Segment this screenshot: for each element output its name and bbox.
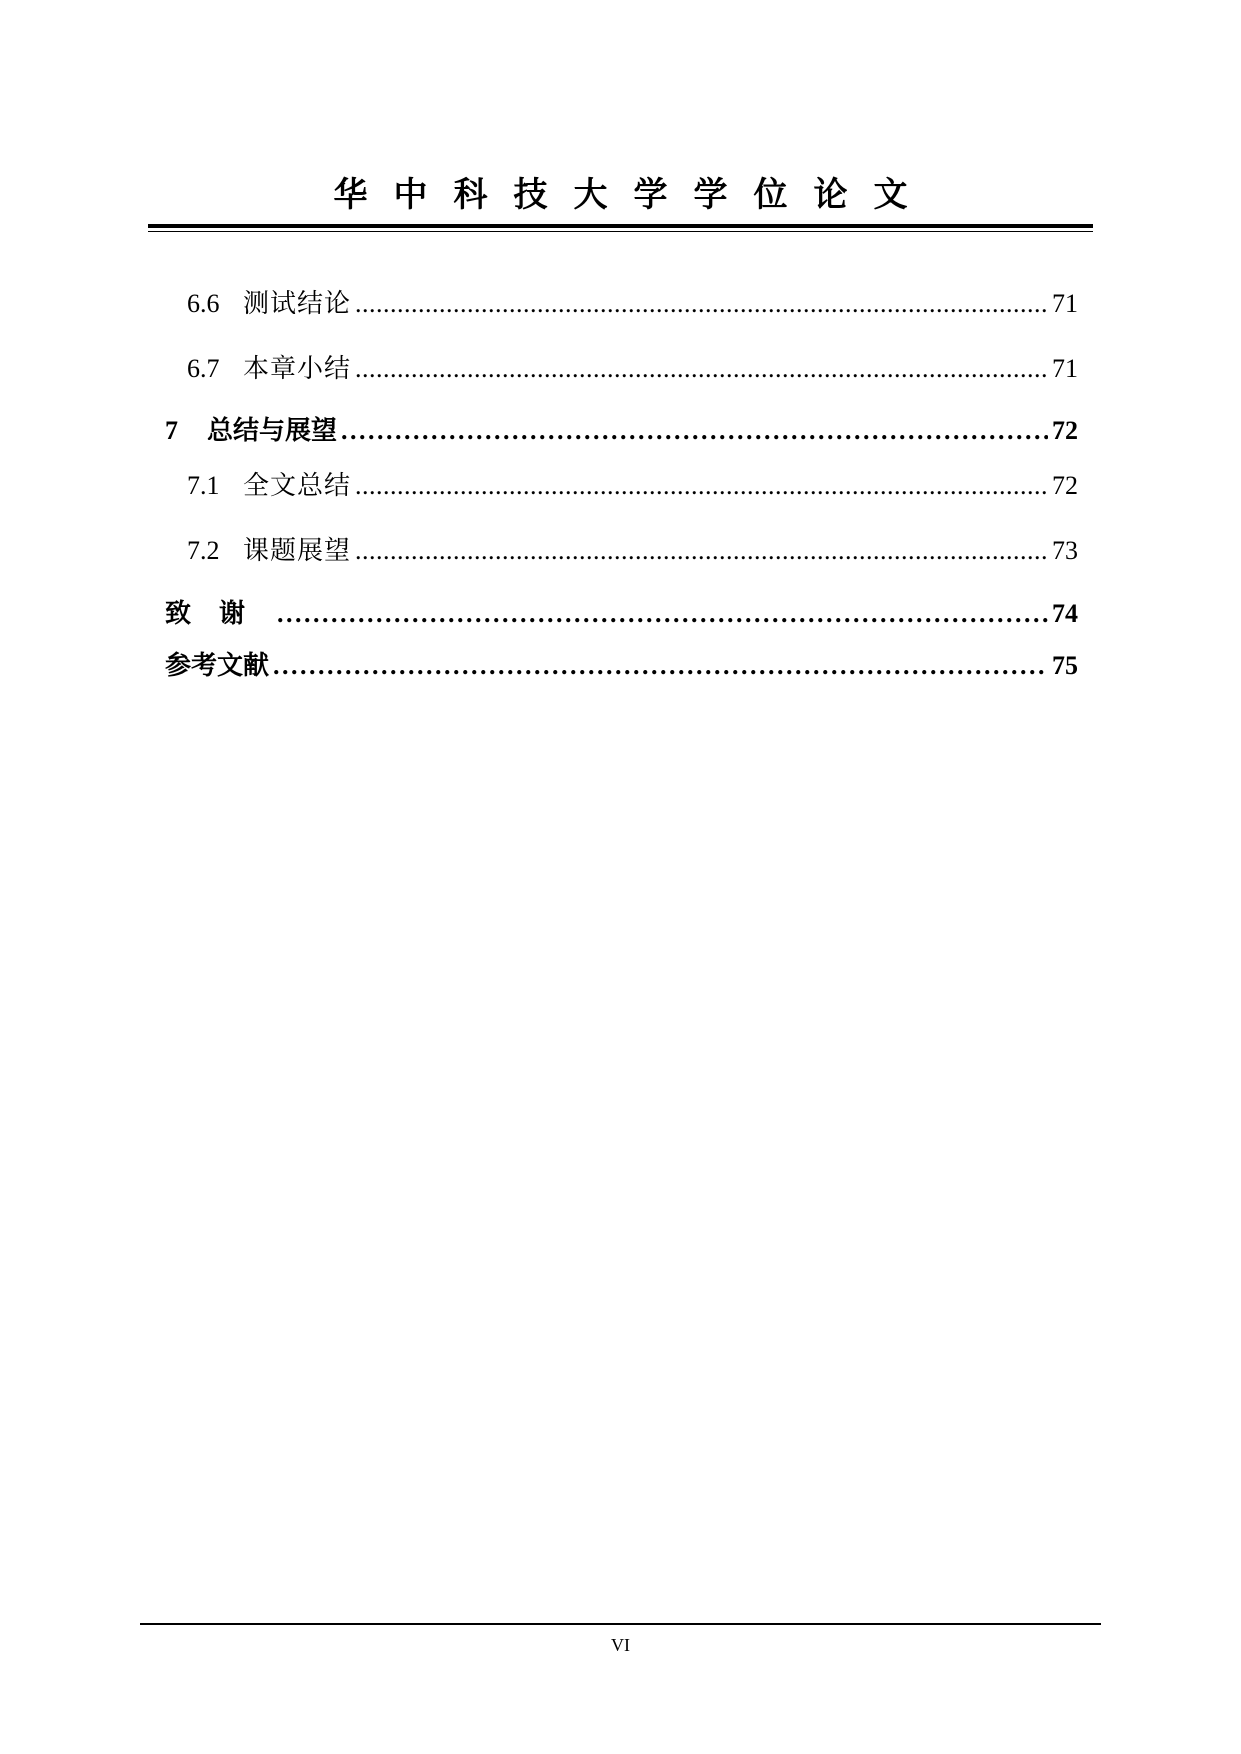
toc-entry-6-6[interactable] (165, 280, 1078, 320)
toc-entry-page: 75 (1052, 651, 1078, 680)
toc-entry-title: 致谢 (165, 599, 274, 629)
toc-entry-page: 71 (1052, 354, 1078, 383)
toc-entry-7-2[interactable] (165, 527, 1078, 567)
toc-dot-leader (273, 650, 1048, 682)
toc-entry-chapter-7[interactable] (165, 407, 1078, 447)
toc-entry-title: 全文总结 (243, 471, 352, 501)
toc-entry-acknowledgements[interactable] (165, 590, 1078, 630)
toc-entry-title: 本章小结 (243, 354, 352, 384)
toc-entry-title: 测试结论 (243, 289, 352, 319)
toc-entry-number: 7.2 (187, 536, 220, 565)
toc-entry-7-1[interactable] (165, 462, 1078, 502)
toc-entry-page: 72 (1052, 471, 1078, 500)
header-rule-thick (148, 224, 1093, 228)
page-number: VI (611, 1635, 630, 1655)
toc-entry-page: 73 (1052, 536, 1078, 565)
toc-entry-page: 71 (1052, 289, 1078, 318)
toc-entry-number: 6.7 (187, 354, 220, 383)
page-header-title: 华中科技大学学位论文 (333, 175, 934, 215)
toc-entry-number: 6.6 (187, 289, 220, 318)
header-rule-thin (148, 231, 1093, 232)
toc-entry-references[interactable] (165, 642, 1078, 682)
toc-entry-6-7[interactable] (165, 345, 1078, 385)
footer-rule (140, 1623, 1101, 1625)
toc-dot-leader (277, 598, 1048, 630)
toc-entry-number: 7 (165, 416, 178, 445)
toc-entry-title: 总结与展望 (207, 416, 338, 446)
toc-entry-page: 74 (1052, 599, 1078, 628)
toc-dot-leader (341, 415, 1048, 447)
toc-dot-leader (355, 353, 1048, 385)
toc-dot-leader (355, 470, 1048, 502)
toc-entry-number: 7.1 (187, 471, 220, 500)
toc-entry-page: 72 (1052, 416, 1078, 445)
toc-entry-title: 参考文献 (165, 651, 270, 681)
toc-dot-leader (355, 288, 1048, 320)
toc-dot-leader (355, 535, 1048, 567)
toc-entry-title: 课题展望 (243, 536, 352, 566)
